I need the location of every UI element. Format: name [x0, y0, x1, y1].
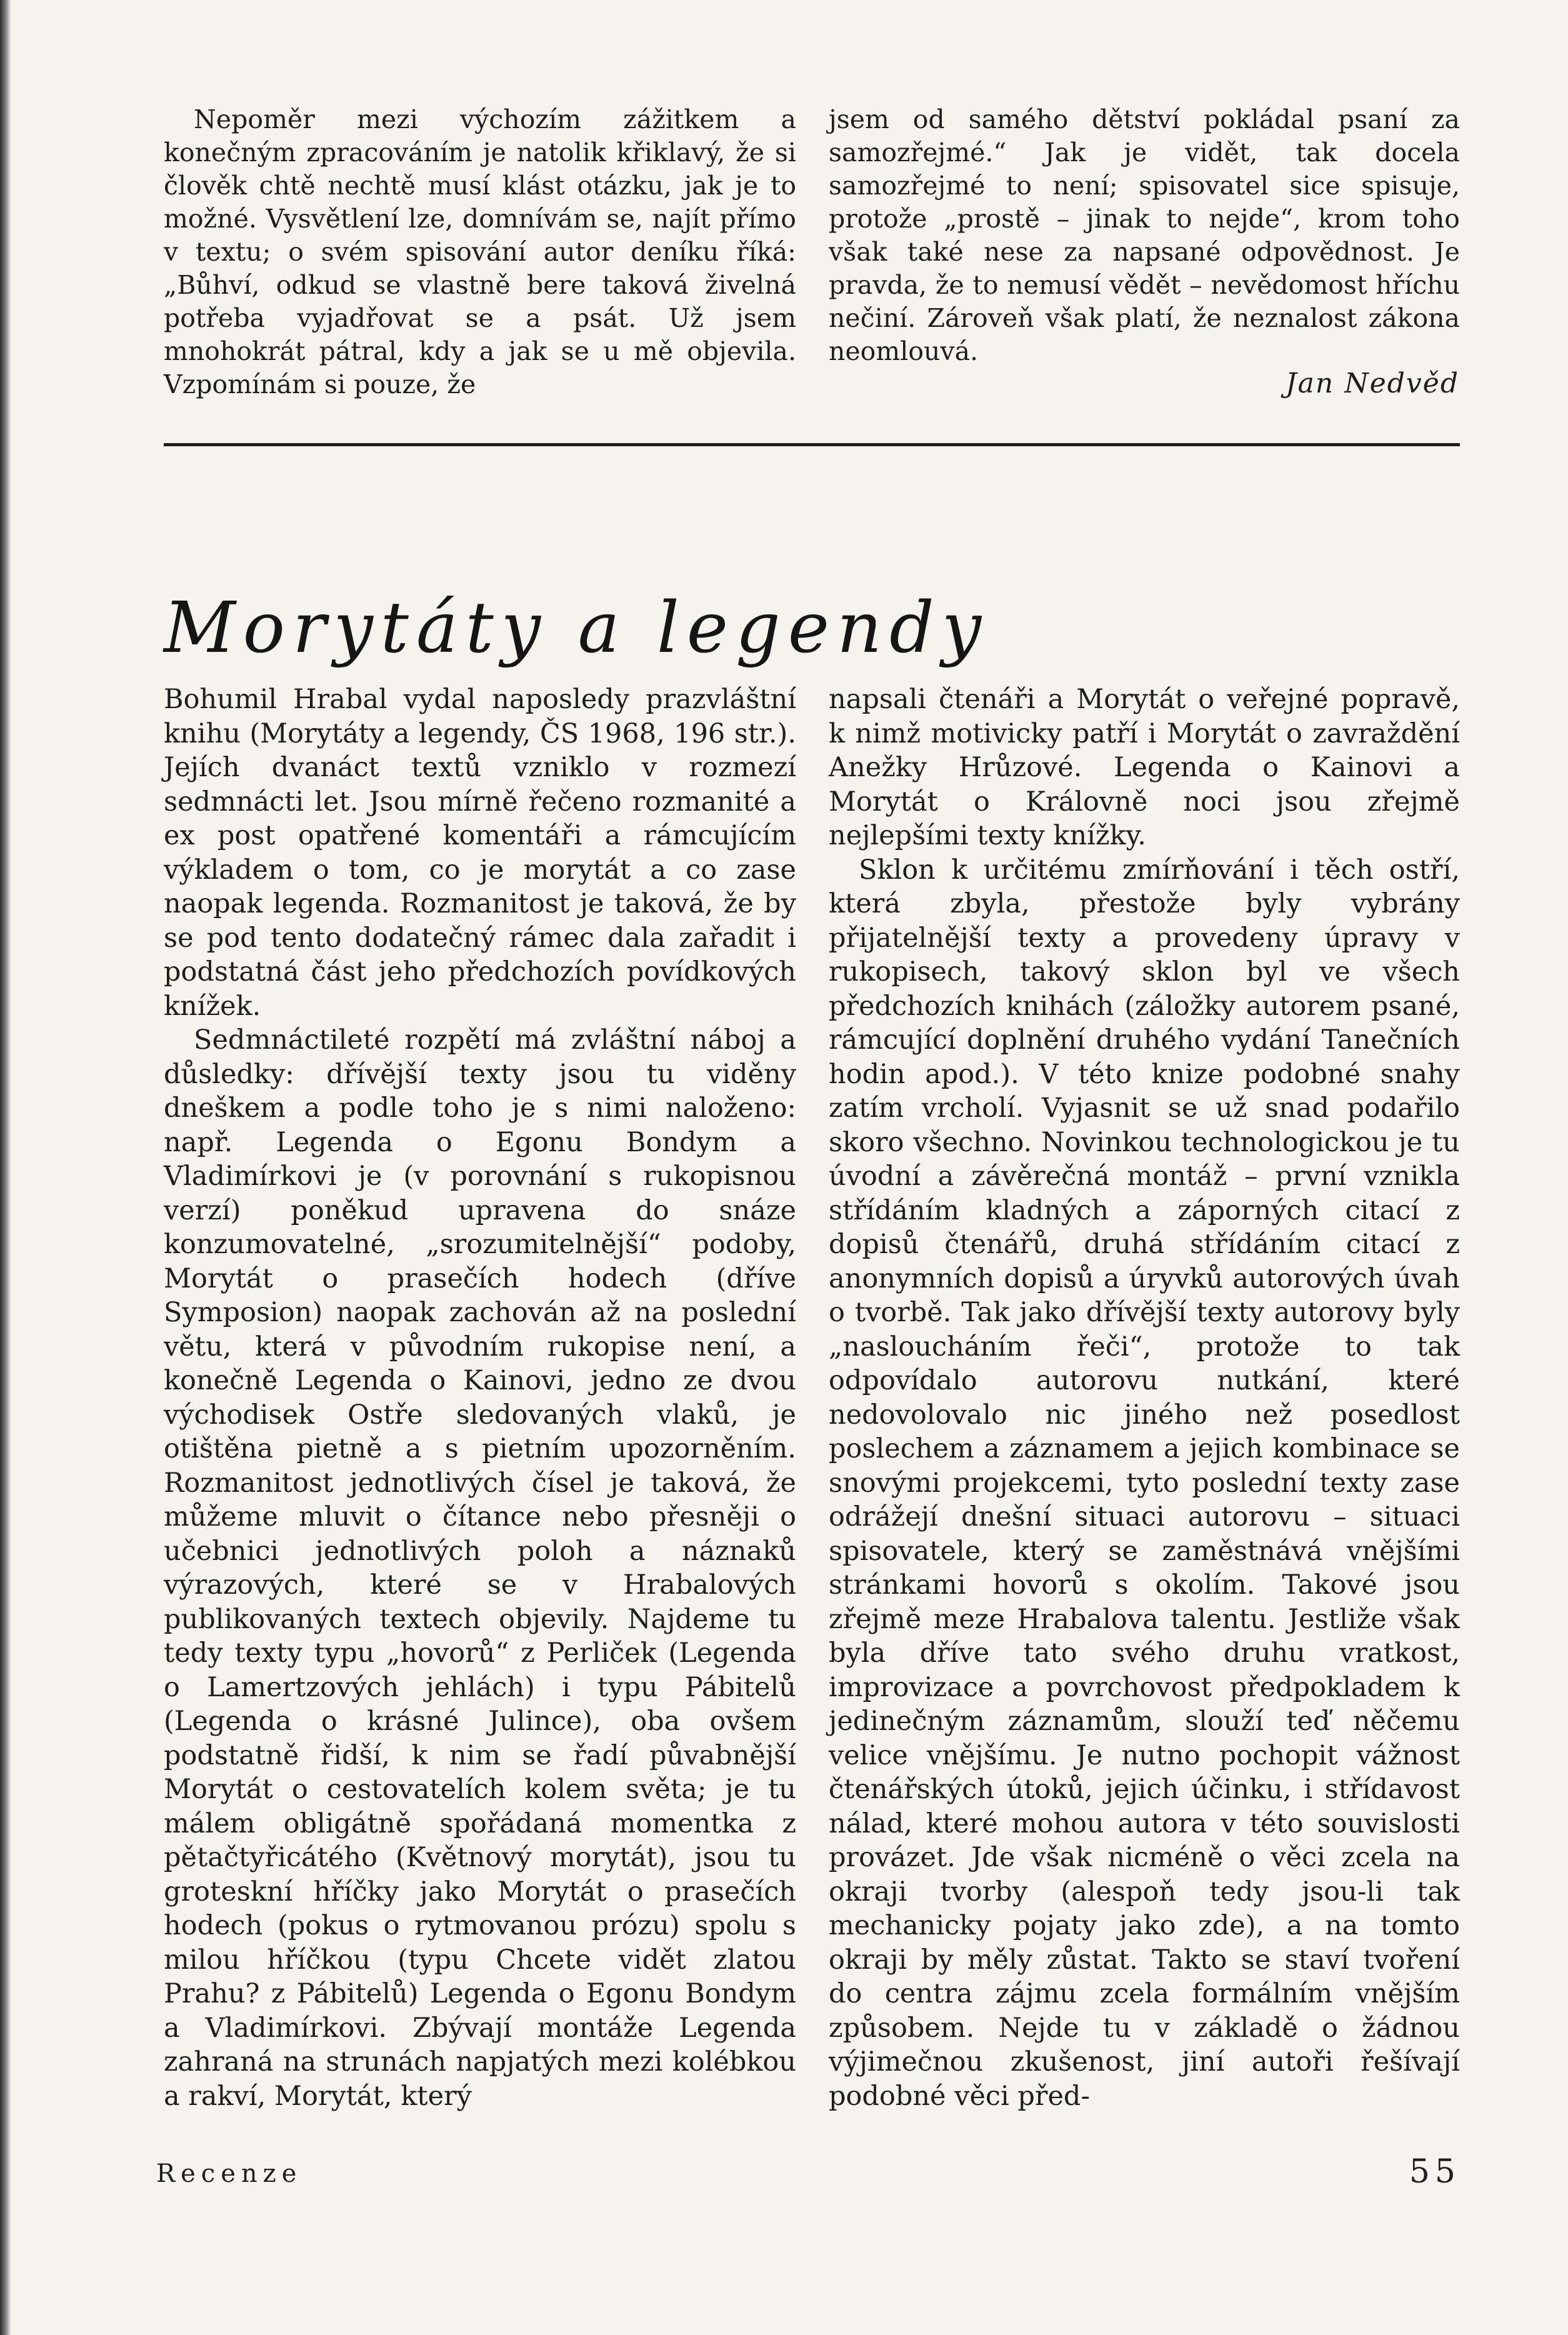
article-paragraph: Bohumil Hrabal vydal naposledy prazvláštní knihu (Morytáty a legendy, ČS 1968, 196 str.). Jejích dvanáct textů vzniklo v rozmezí sedmnácti let. Jsou mírně řečeno rozmanité a ex post opatřené komentáři a rámcujícím výkladem o tom, co je morytát a co zase naopak legenda. Rozmanitost je taková, že by se pod tento dodatečný rámec dala zařadit i podstatná část jeho předchozích povídkových knížek. [164, 684, 796, 1022]
review-paragraph: jsem od samého dětství pokládal psaní za samozřejmé.“ Jak je vidět, tak docela samozřejmé to není; spisovatel sice spisuje, protože „prostě – jinak to nejde“, krom toho však také nese za napsané odpovědnost. Je pravda, že to nemusí vědět – nevědomost hříchu nečiní. Zároveň však platí, že neznalost zákona neomlouvá. [829, 104, 1460, 366]
page-number: 55 [1409, 2153, 1461, 2191]
review-paragraph: Nepoměr mezi výchozím zážitkem a konečným zpracováním je natolik křiklavý, že si člověk chtě nechtě musí klást otázku, jak je to možné. Vysvětlení lze, domnívám se, najít přímo v textu; o svém spisování autor deníku říká: „Bůhví, odkud se vlastně bere taková živelná potřeba vyjadřovat se a psát. Už jsem mnohokrát pátral, kdy a jak se u mě objevila. Vzpomínám si pouze, že [164, 104, 796, 399]
review-signature: Jan Nedvěd [1286, 368, 1459, 399]
binding-edge [0, 0, 11, 2335]
section-divider [164, 443, 1460, 446]
review-top-left-column [164, 103, 796, 401]
article-left-column [164, 682, 796, 2113]
footer-section-label: Recenze [156, 2159, 302, 2188]
article-title: Morytáty a legendy [164, 588, 989, 669]
review-top-right-column [829, 103, 1460, 368]
article-right-column [829, 682, 1460, 2113]
article-paragraph: Sedmnáctileté rozpětí má zvláštní náboj a důsledky: dřívější texty jsou tu viděny dneškem a podle toho je s nimi naloženo: např. Legenda o Egonu Bondym a Vladimírkovi je (v porovnání s rukopisnou verzí) poněkud upravena do snáze konzumovatelné, „srozumitelnější“ podoby, Morytát o prasečích hodech (dříve Symposion) naopak zachován až na poslední větu, která v původním rukopise není, a konečně Legenda o Kainovi, jedno ze dvou východisek Ostře sledovaných vlaků, je otištěna pietně a s pietním upozorněním. Rozmanitost jednotlivých čísel je taková, že můžeme mluvit o čítance nebo přesněji o učebnici jednotlivých poloh a náznaků výrazových, které se v Hrabalových publikovaných textech objevily. Najdeme tu tedy texty typu „hovorů“ z Perliček (Legenda o Lamertzových jehlách) i typu Pábitelů (Legenda o krásné Julince), oba ovšem podstatně řidší, k nim se řadí půvabnější Morytát o cestovatelích kolem světa; je tu málem obligátně spořádaná momentka z pětačtyřicátého (Květnový morytát), jsou tu groteskní hříčky jako Morytát o prasečích hodech (pokus o rytmovanou prózu) spolu s milou hříčkou (typu Chcete vidět zlatou Prahu? z Pábitelů) Legenda o Egonu Bondym a Vladimírkovi. Zbývají montáže Legenda zahraná na strunách napjatých mezi kolébkou a rakví, Morytát, který [164, 1024, 796, 2112]
article-paragraph: Sklon k určitému zmírňování i těch ostří, která zbyla, přestože byly vybrány přijatelnější texty a provedeny úpravy v rukopisech, takový sklon byl ve všech předchozích knihách (záložky autorem psané, rámcující doplnění druhého vydání Tanečních hodin apod.). V této knize podobné snahy zatím vrcholí. Vyjasnit se už snad podařilo skoro všechno. Novinkou technologickou je tu úvodní a závěrečná montáž – první vznikla střídáním kladných a záporných citací z dopisů čtenářů, druhá střídáním citací z anonymních dopisů a úryvků autorových úvah o tvorbě. Tak jako dřívější texty autorovy byly „nasloucháním řeči“, protože to tak odpovídalo autorovu nutkání, které nedovolovalo nic jiného než posedlost poslechem a záznamem a jejich kombinace se snovými projekcemi, tyto poslední texty zase odrážejí dnešní situaci autorovu – situaci spisovatele, který se zaměstnává vnějšími stránkami hovorů s okolím. Takové jsou zřejmě meze Hrabalova talentu. Jestliže však byla dříve tato svého druhu vratkost, improvizace a povrchovost předpokladem k jedinečným záznamům, slouží teď něčemu velice vnějšímu. Je nutno pochopit vážnost čtenářských útoků, jejich účinku, i střídavost nálad, které mohou autora v této souvislosti provázet. Jde však nicméně o věci zcela na okraji tvorby (alespoň tedy jsou-li tak mechanicky pojaty jako zde), a na tomto okraji by měly zůstat. Takto se staví tvoření do centra zájmu zcela formálním vnějším způsobem. Nejde tu v základě o žádnou výjimečnou zkušenost, jiní autoři řešívají podobné věci před- [829, 854, 1460, 2112]
article-paragraph: napsali čtenáři a Morytát o veřejné popravě, k nimž motivicky patří i Morytát o zavraždění Anežky Hrůzové. Legenda o Kainovi a Morytát o Královně noci jsou zřejmě nejlepšími texty knížky. [829, 684, 1460, 851]
